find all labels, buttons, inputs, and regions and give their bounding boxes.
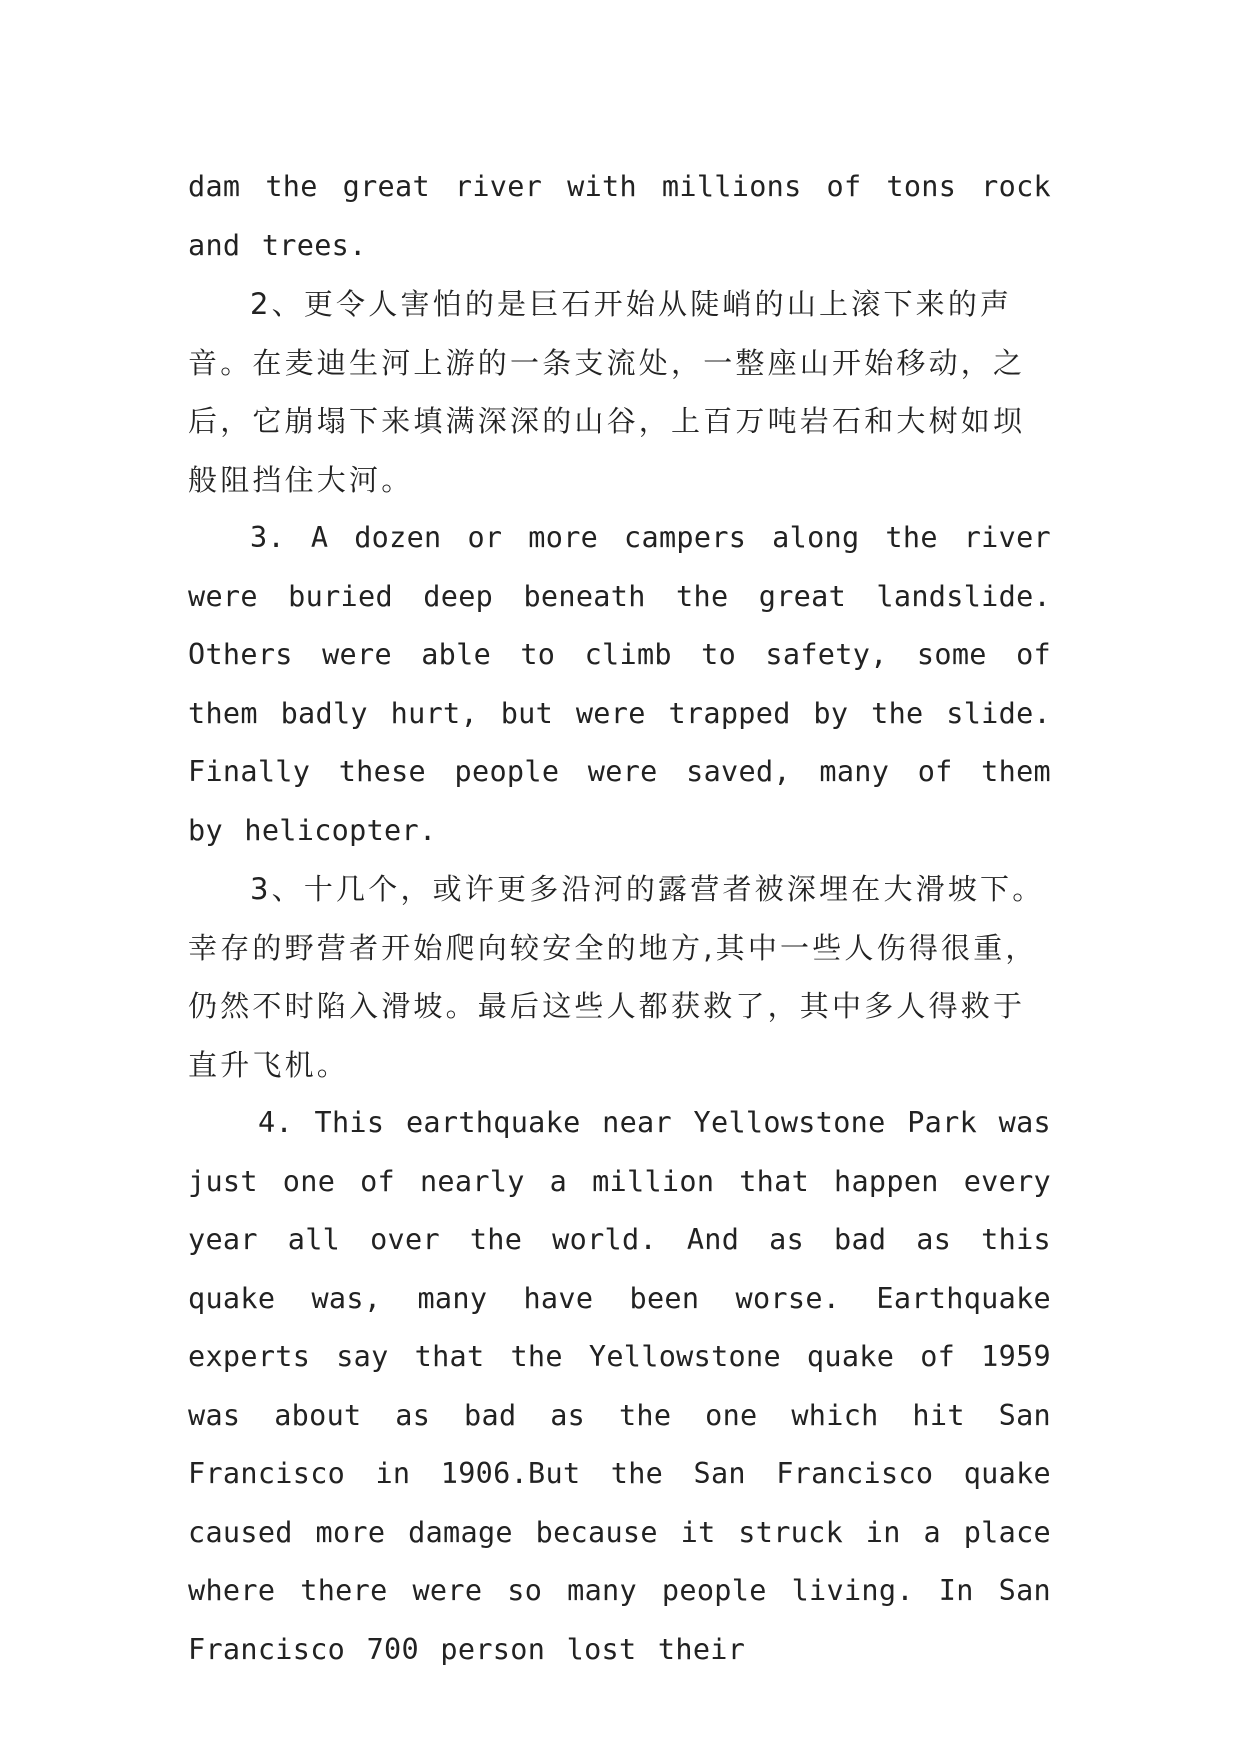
paragraph-4-english: 4. This earthquake near Yellowstone Park was just one of nearly a million that happen every year all over the world. And as bad as this quake was, many have been worse. Earthquake experts say that the Yellowstone quake of 1959 was about as bad as the one which hit San Francisco in 1906.But the San Francisco quake caused more damage because it struck in a place where there were so many people living. In San Francisco 700 person lost their	[188, 1106, 1051, 1666]
paragraph-3-chinese: 3、十几个，或许更多沿河的露营者被深埋在大滑坡下。幸存的野营者开始爬向较安全的地方,其中一些人伤得很重，仍然不时陷入滑坡。最后这些人都获救了，其中多人得救于直升飞机。	[188, 872, 1045, 1082]
paragraph-2-chinese: 2、更令人害怕的是巨石开始从陡峭的山上滚下来的声音。在麦迪生河上游的一条支流处，一整座山开始移动，之后，它崩塌下来填满深深的山谷，上百万吨岩石和大树如坝般阻挡住大河。	[188, 287, 1026, 497]
paragraph-continuation: dam the great river with millions of tons rock and trees.	[188, 170, 1051, 262]
document-body	[188, 158, 1051, 1679]
paragraph-3-english: 3. A dozen or more campers along the river were buried deep beneath the great landslide. Others were able to climb to safety, some of them badly hurt, but were trapped by the slide. Finally these people were saved, many of them by helicopter.	[188, 521, 1051, 847]
